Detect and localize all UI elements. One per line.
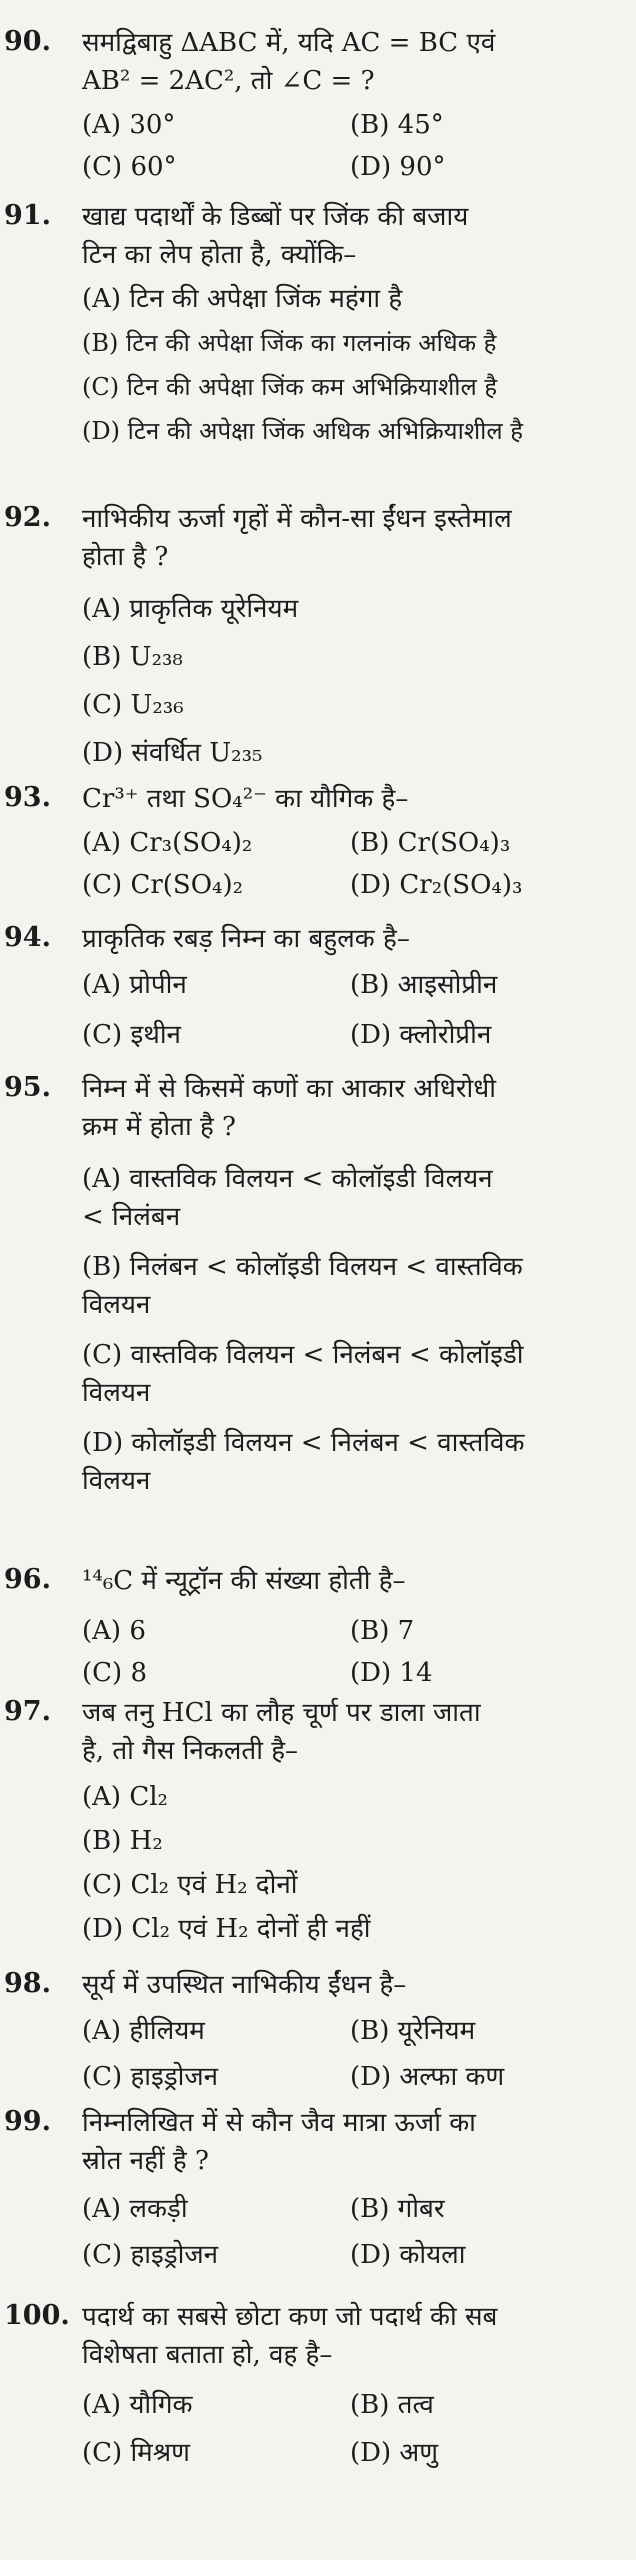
options [82, 280, 628, 450]
option-a: (A) 6 [82, 1616, 146, 1646]
options [82, 824, 628, 904]
question-text: प्राकृतिक रबड़ निम्न का बहुलक है– [82, 924, 410, 954]
options [82, 1160, 628, 1500]
option-c: (C) टिन की अपेक्षा जिंक कम अभिक्रियाशील है [82, 373, 498, 401]
question-text: Cr³⁺ तथा SO₄²⁻ का यौगिक है– [82, 784, 409, 814]
question-number: 93. [4, 782, 51, 813]
question-text: नाभिकीय ऊर्जा गृहों में कौन-सा ईंधन इस्तेमाल होता है ? [82, 504, 512, 572]
options [82, 1612, 628, 1692]
option-a: (A) वास्तविक विलयन < कोलॉइडी विलयन < निलंबन [82, 1164, 493, 1232]
question-text: निम्न में से किसमें कणों का आकार अधिरोधी क्रम में होता है ? [82, 1074, 496, 1142]
option-d: (D) 90° [350, 152, 446, 182]
question-number: 96. [4, 1564, 51, 1595]
option-b: (B) 45° [350, 110, 444, 140]
question-number: 97. [4, 1696, 51, 1727]
option-a: (A) Cr₃(SO₄)₂ [82, 828, 253, 858]
option-a: (A) हीलियम [82, 2016, 205, 2046]
option-d: (D) कोयला [350, 2240, 466, 2270]
question-text: खाद्य पदार्थों के डिब्बों पर जिंक की बजाय टिन का लेप होता है, क्योंकि– [82, 202, 469, 270]
question-text: सूर्य में उपस्थित नाभिकीय ईंधन है– [82, 1970, 407, 2000]
options [82, 590, 628, 772]
question-number: 99. [4, 2106, 51, 2137]
option-d: (D) संवर्धित U₂₃₅ [82, 738, 263, 768]
option-c: (C) हाइड्रोजन [82, 2062, 219, 2092]
option-d: (D) अणु [350, 2438, 439, 2468]
option-a: (A) प्राकृतिक यूरेनियम [82, 594, 299, 624]
options [82, 2012, 628, 2096]
option-a: (A) 30° [82, 110, 176, 140]
option-c: (C) 60° [82, 152, 177, 182]
option-b: (B) H₂ [82, 1826, 163, 1856]
option-c: (C) Cl₂ एवं H₂ दोनों [82, 1870, 298, 1900]
option-d: (D) 14 [350, 1658, 433, 1688]
question-number: 98. [4, 1968, 51, 1999]
question-number: 95. [4, 1072, 51, 1103]
question-text: निम्नलिखित में से कौन जैव मात्रा ऊर्जा का स्रोत नहीं है ? [82, 2108, 476, 2176]
question-number: 92. [4, 502, 51, 533]
options [82, 1778, 628, 1948]
question-number: 91. [4, 200, 51, 231]
option-b: (B) टिन की अपेक्षा जिंक का गलनांक अधिक है [82, 329, 497, 357]
question-number: 94. [4, 922, 51, 953]
option-d: (D) अल्फा कण [350, 2062, 505, 2092]
option-c: (C) मिश्रण [82, 2438, 190, 2468]
options [82, 966, 628, 1054]
option-c: (C) हाइड्रोजन [82, 2240, 219, 2270]
option-b: (B) निलंबन < कोलॉइडी विलयन < वास्तविक विलयन [82, 1252, 523, 1320]
option-b: (B) यूरेनियम [350, 2016, 476, 2046]
options [82, 2190, 628, 2274]
option-b: (B) U₂₃₈ [82, 642, 183, 672]
question-text: पदार्थ का सबसे छोटा कण जो पदार्थ की सब विशेषता बताता हो, वह है– [82, 2302, 498, 2370]
option-b: (B) 7 [350, 1616, 415, 1646]
option-a: (A) प्रोपीन [82, 970, 187, 1000]
question-text: ¹⁴₆C में न्यूट्रॉन की संख्या होती है– [82, 1566, 406, 1596]
option-d: (D) क्लोरोप्रीन [350, 1020, 492, 1050]
option-a: (A) लकड़ी [82, 2194, 188, 2224]
option-b: (B) आइसोप्रीन [350, 970, 498, 1000]
option-c: (C) U₂₃₆ [82, 690, 184, 720]
option-d: (D) टिन की अपेक्षा जिंक अधिक अभिक्रियाशील है [82, 417, 524, 445]
question-text: समद्विबाहु ΔABC में, यदि AC = BC एवं AB² = 2AC², तो ∠C = ? [82, 28, 496, 96]
option-b: (B) Cr(SO₄)₃ [350, 828, 511, 858]
options [82, 106, 628, 186]
option-c: (C) वास्तविक विलयन < निलंबन < कोलॉइडी विलयन [82, 1340, 524, 1408]
question-text: जब तनु HCl का लौह चूर्ण पर डाला जाता है, तो गैस निकलती है– [82, 1698, 481, 1766]
question-number: 90. [4, 26, 51, 57]
option-c: (C) 8 [82, 1658, 147, 1688]
option-d: (D) कोलॉइडी विलयन < निलंबन < वास्तविक विलयन [82, 1428, 525, 1496]
option-a: (A) यौगिक [82, 2390, 193, 2420]
option-b: (B) तत्व [350, 2390, 434, 2420]
options [82, 2386, 628, 2472]
option-a: (A) टिन की अपेक्षा जिंक महंगा है [82, 284, 403, 314]
option-d: (D) Cl₂ एवं H₂ दोनों ही नहीं [82, 1914, 371, 1944]
option-c: (C) इथीन [82, 1020, 181, 1050]
option-b: (B) गोबर [350, 2194, 445, 2224]
option-c: (C) Cr(SO₄)₂ [82, 870, 244, 900]
option-d: (D) Cr₂(SO₄)₃ [350, 870, 523, 900]
question-number: 100. [4, 2300, 70, 2331]
option-a: (A) Cl₂ [82, 1782, 168, 1812]
